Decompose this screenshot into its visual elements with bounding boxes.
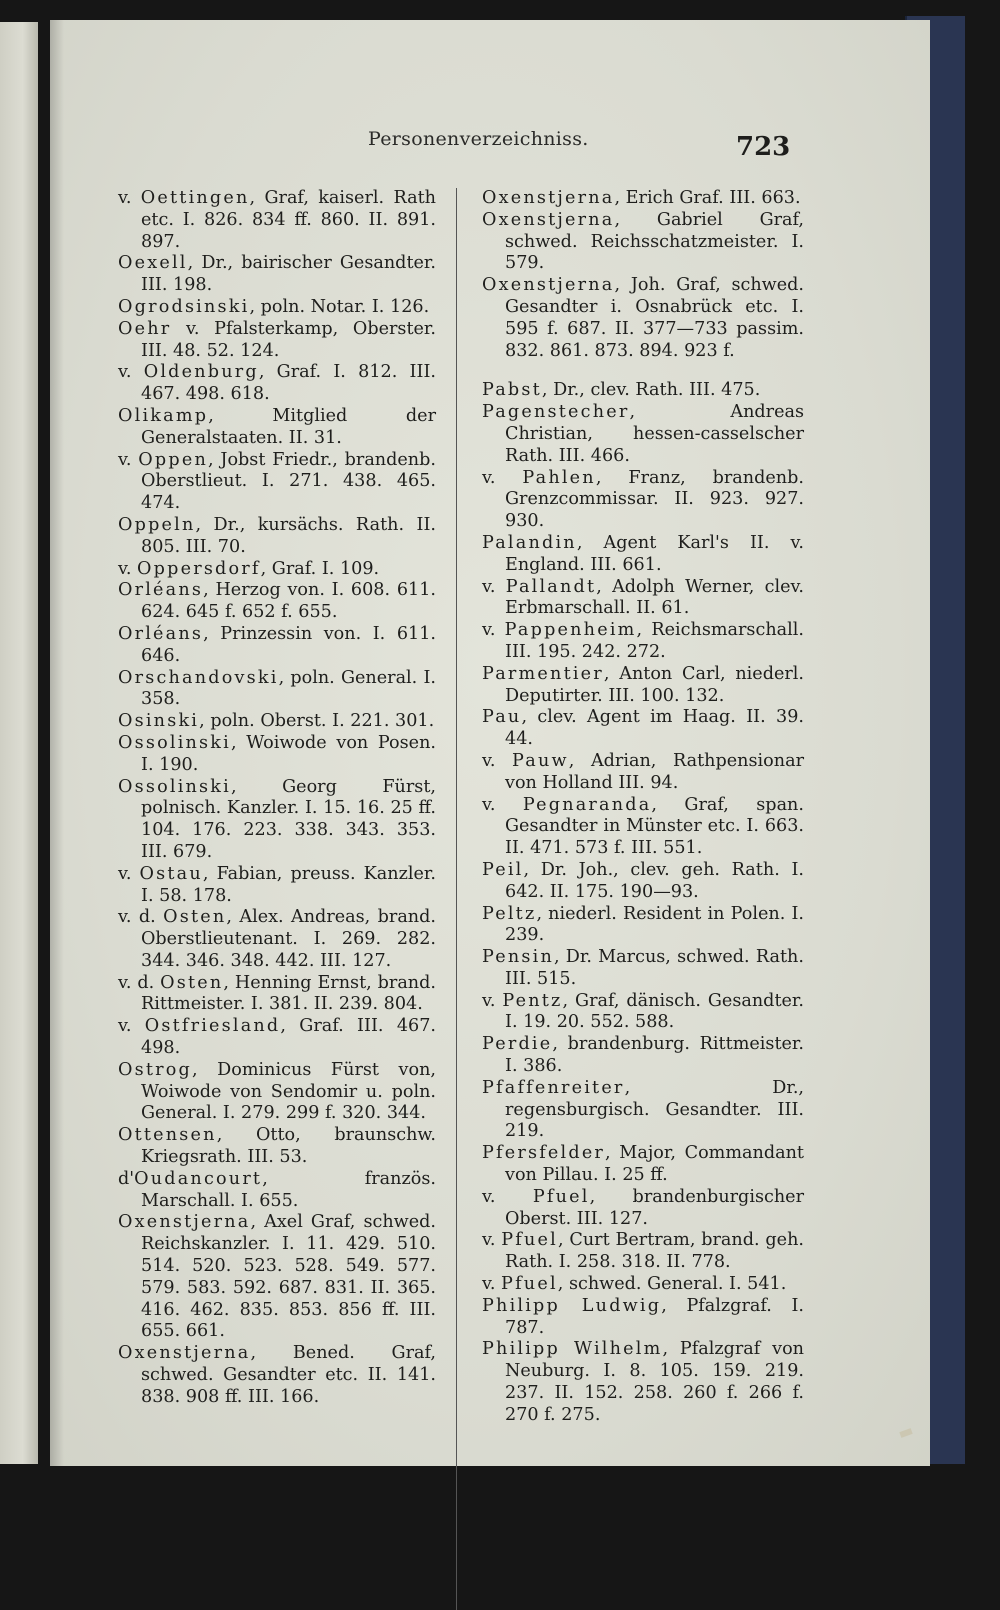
entry-name: Oppen xyxy=(138,449,208,470)
index-entry xyxy=(482,707,804,751)
index-entry xyxy=(482,1078,804,1143)
entry-name: Pfuel xyxy=(501,1230,558,1251)
index-entry xyxy=(482,468,804,533)
index-entry xyxy=(482,947,804,991)
entry-details: , poln. General. I. 358. xyxy=(141,667,436,710)
entry-details: , Herzog von. I. 608. 611. 624. 645 f. 652 f. 655. xyxy=(141,580,436,623)
entry-name: Pauw xyxy=(512,750,569,771)
paper-speck xyxy=(899,1428,912,1438)
entry-details: , Adrian, Rathpensionar von Holland III. 94. xyxy=(505,750,804,793)
entry-details: , Prinzessin von. I. 611. 646. xyxy=(141,623,436,666)
page-number: 723 xyxy=(736,132,791,162)
entry-name: Ostrog xyxy=(118,1059,192,1080)
index-entry xyxy=(482,991,804,1035)
entry-name: Peil xyxy=(482,859,524,880)
entry-prefix: v. xyxy=(482,1274,502,1295)
entry-details: , Graf, kaiserl. Rath etc. I. 826. 834 ff. 860. II. 891. 897. xyxy=(141,188,436,252)
entry-name: Olikamp xyxy=(118,405,209,426)
entry-name: Pfuel xyxy=(532,1186,590,1207)
entry-details: , Graf. I. 109. xyxy=(260,558,380,579)
entry-prefix: v. xyxy=(482,794,523,815)
index-entry xyxy=(482,1296,804,1340)
entry-details: , Gabriel Graf, schwed. Reichsschatzmeister. I. 579. xyxy=(505,209,804,274)
entry-details: , französ. Marschall. I. 655. xyxy=(141,1168,436,1211)
entry-prefix: v. xyxy=(118,558,138,579)
entry-details: , Graf. I. 812. III. 467. 498. 618. xyxy=(141,362,436,405)
entry-prefix: v. xyxy=(118,449,139,470)
entry-details: , Fabian, preuss. Kanzler. I. 58. 178. xyxy=(141,863,436,906)
entry-name: Orléans xyxy=(118,580,204,601)
index-entry xyxy=(118,515,436,559)
entry-details: , niederl. Resident in Polen. I. 239. xyxy=(505,903,804,946)
entry-name: Pagenstecher xyxy=(482,402,630,423)
entry-name: Parmentier xyxy=(482,663,604,684)
entry-prefix: v. xyxy=(482,620,505,641)
entry-name: Pegnaranda xyxy=(522,794,652,815)
entry-prefix: v. xyxy=(118,188,141,208)
entry-details: , Alex. Andreas, brand. Oberstlieutenant. I. 269. 282. 344. 346. 348. 442. III. 127. xyxy=(141,907,436,971)
index-entry xyxy=(482,402,804,467)
entry-details: , Georg Fürst, polnisch. Kanzler. I. 15. 16. 25 ff. 104. 176. 223. 338. 343. 353. III. 679. xyxy=(141,776,436,862)
entry-name: Pfaffenreiter xyxy=(482,1077,625,1098)
entry-prefix: v. xyxy=(482,1230,502,1251)
entry-details: , Franz, brandenb. Grenzcommissar. II. 923. 927. 930. xyxy=(505,467,804,532)
entry-name: Pappenheim xyxy=(504,620,637,641)
entry-name: Ostfriesland xyxy=(144,1016,281,1037)
index-entry xyxy=(118,1060,436,1125)
entry-name: Oettingen xyxy=(140,188,250,208)
index-entry xyxy=(118,973,436,1017)
entry-details: , Agent Karl's II. v. England. III. 661. xyxy=(505,532,804,575)
entry-details: , Reichsmarschall. III. 195. 242. 272. xyxy=(505,620,804,662)
index-entry xyxy=(118,253,436,297)
entry-details: , brandenburg. Rittmeister. I. 386. xyxy=(505,1034,804,1077)
index-entry xyxy=(482,904,804,948)
index-entry xyxy=(118,450,436,515)
entry-details: , poln. Oberst. I. 221. 301. xyxy=(199,711,435,732)
book-page xyxy=(50,20,930,1466)
entry-name: Oppersdorf xyxy=(137,558,261,579)
entry-details: , brandenburgischer Oberst. III. 127. xyxy=(505,1186,804,1229)
index-entry xyxy=(482,275,804,362)
index-entry xyxy=(118,188,436,253)
index-entry xyxy=(482,1034,804,1078)
entry-details: , Major, Commandant von Pillau. I. 25 ff. xyxy=(505,1143,804,1186)
entry-details: , Pfalzgraf. I. 787. xyxy=(505,1295,804,1338)
entry-name: Pensin xyxy=(482,947,554,968)
entry-name: Perdie xyxy=(482,1034,553,1055)
entry-details: , Joh. Graf, schwed. Gesandter i. Osnabrück etc. I. 595 f. 687. II. 377—733 passim. 832. 861. 873. 894. 923 f. xyxy=(505,275,804,361)
index-entry xyxy=(482,860,804,904)
entry-prefix: v. xyxy=(482,467,523,488)
index-entry xyxy=(118,1169,436,1213)
entry-name: Peltz xyxy=(482,903,537,924)
entry-name: Oxenstjerna xyxy=(118,1343,251,1364)
entry-details: , Adolph Werner, clev. Erbmarschall. II. 61. xyxy=(505,576,804,619)
entry-name: Ogrodsinski xyxy=(118,296,250,317)
entry-details: , Dr., kursächs. Rath. II. 805. III. 70. xyxy=(141,514,436,557)
entry-name: Oudancourt xyxy=(134,1168,263,1189)
adjacent-page-edge xyxy=(0,22,38,1464)
entry-prefix: v. d. xyxy=(118,907,164,928)
entry-details: , Graf, span. Gesandter in Münster etc. I. 663. II. 471. 573 f. III. 551. xyxy=(505,794,804,859)
entry-name: Pahlen xyxy=(522,467,596,488)
index-entry xyxy=(118,362,436,406)
entry-name: Orléans xyxy=(118,623,204,644)
entry-details: , Erich Graf. III. 663. xyxy=(614,188,801,208)
index-column-left xyxy=(118,188,436,1409)
entry-details: , clev. Agent im Haag. II. 39. 44. xyxy=(505,707,804,750)
entry-name: Palandin xyxy=(482,532,577,553)
entry-name: Pallandt xyxy=(505,576,597,597)
entry-details: , Axel Graf, schwed. Reichskanzler. I. 11. 429. 510. 514. 520. 523. 528. 549. 577. 579. 583. 592. 687. 831. II. 365. 416. 462. 835. 853. 856 ff. III. 655. 661. xyxy=(141,1212,436,1342)
index-entry xyxy=(118,297,436,319)
entry-details: , Henning Ernst, brand. Rittmeister. I. 381. II. 239. 804. xyxy=(141,972,436,1015)
entry-name: Oxenstjerna xyxy=(482,188,615,208)
entry-name: Oxenstjerna xyxy=(482,275,615,296)
entry-details: , Otto, braunschw. Kriegsrath. III. 53. xyxy=(141,1125,436,1168)
entry-name: Pfersfelder xyxy=(482,1143,606,1164)
entry-details: , Mitglied der Generalstaaten. II. 31. xyxy=(141,405,436,448)
entry-name: Oppeln xyxy=(118,514,196,535)
entry-details: , Anton Carl, niederl. Deputirter. III. 100. 132. xyxy=(505,663,804,706)
entry-details: , Woiwode von Posen. I. 190. xyxy=(141,732,436,775)
entry-prefix: v. xyxy=(118,863,140,884)
entry-name: Ostau xyxy=(139,863,203,884)
entry-name: Ottensen xyxy=(118,1125,217,1146)
index-entry xyxy=(118,1343,436,1408)
entry-name: Oxenstjerna xyxy=(118,1212,251,1233)
entry-details: , schwed. General. I. 541. xyxy=(557,1274,787,1295)
entry-name: Ossolinski xyxy=(118,776,231,797)
index-entry xyxy=(118,668,436,712)
running-head: Personenverzeichniss. xyxy=(368,128,589,150)
entry-details: , Dr., clev. Rath. III. 475. xyxy=(541,380,761,401)
entry-name: Pfuel xyxy=(501,1274,558,1295)
gutter-shadow xyxy=(50,20,64,1466)
entry-name: Oxenstjerna xyxy=(482,209,615,230)
entry-details: , Graf. III. 467. 498. xyxy=(141,1016,436,1059)
entry-details: , Andreas Christian, hessen-casselscher Rath. III. 466. xyxy=(505,402,804,466)
entry-name: Pau xyxy=(482,707,522,728)
entry-details: , Dominicus Fürst von, Woiwode von Sendomir u. poln. General. I. 279. 299 f. 320. 344. xyxy=(141,1059,436,1124)
entry-name: Osinski xyxy=(118,711,200,732)
index-entry xyxy=(118,777,436,864)
entry-name: Pabst xyxy=(482,380,542,401)
index-entry xyxy=(118,319,436,363)
entry-details: , Bened. Graf, schwed. Gesandter etc. II. 141. 838. 908 ff. III. 166. xyxy=(141,1343,436,1407)
index-entry xyxy=(118,711,436,733)
index-entry xyxy=(118,624,436,668)
column-divider xyxy=(456,188,457,1610)
index-entry xyxy=(118,733,436,777)
index-entry xyxy=(118,406,436,450)
index-entry xyxy=(482,795,804,860)
entry-prefix: v. xyxy=(482,576,506,597)
entry-details: v. Pfalsterkamp, Oberster. III. 48. 52. 124. xyxy=(141,318,436,361)
entry-details: , poln. Notar. I. 126. xyxy=(249,296,430,317)
entry-name: Osten xyxy=(163,907,227,928)
entry-prefix: v. xyxy=(482,750,513,771)
index-entry xyxy=(482,210,804,275)
index-entry xyxy=(482,664,804,708)
index-entry xyxy=(482,577,804,621)
entry-details: , Graf, dänisch. Gesandter. I. 19. 20. 552. 588. xyxy=(505,990,804,1033)
entry-prefix: v. xyxy=(118,362,144,383)
index-entry xyxy=(482,1143,804,1187)
entry-prefix: d' xyxy=(118,1168,135,1189)
index-entry xyxy=(482,1230,804,1274)
entry-details: , Jobst Friedr., brandenb. Oberstlieut. I. 271. 438. 465. 474. xyxy=(141,449,436,514)
index-entry xyxy=(482,533,804,577)
entry-details: , Pfalzgraf von Neuburg. I. 8. 105. 159. 219. 237. II. 152. 258. 260 f. 266 f. 270 f. 275. xyxy=(505,1339,804,1425)
index-entry xyxy=(482,1339,804,1426)
index-entry xyxy=(482,380,804,402)
entry-prefix: v. xyxy=(482,1186,533,1207)
index-entry xyxy=(482,188,804,210)
entry-name: Oehr xyxy=(118,318,172,339)
entry-details: , Dr., bairischer Gesandter. III. 198. xyxy=(141,253,436,296)
entry-prefix: v. d. xyxy=(118,972,161,993)
entry-details: , Dr., regensburgisch. Gesandter. III. 219. xyxy=(505,1077,804,1142)
entry-details: , Dr. Joh., clev. geh. Rath. I. 642. II. 175. 190—93. xyxy=(505,859,804,902)
entry-details: , Curt Bertram, brand. geh. Rath. I. 258. 318. II. 778. xyxy=(505,1230,804,1273)
index-entry xyxy=(482,620,804,664)
index-entry xyxy=(118,1125,436,1169)
entry-name: Pentz xyxy=(502,990,563,1011)
entry-name: Philipp Ludwig xyxy=(482,1295,662,1316)
index-entry xyxy=(482,751,804,795)
index-entry xyxy=(482,1187,804,1231)
index-entry xyxy=(482,1274,804,1296)
entry-name: Orschandovski xyxy=(118,667,279,688)
entry-name: Philipp Wilhelm xyxy=(482,1339,663,1360)
entry-name: Ossolinski xyxy=(118,732,231,753)
entry-name: Oldenburg xyxy=(143,362,259,383)
entry-details: , Dr. Marcus, schwed. Rath. III. 515. xyxy=(505,947,804,989)
entry-name: Oexell xyxy=(118,253,188,274)
index-entry xyxy=(118,1212,436,1343)
index-entry xyxy=(118,559,436,581)
index-entry xyxy=(118,864,436,908)
index-entry xyxy=(118,580,436,624)
entry-name: Osten xyxy=(160,972,224,993)
entry-prefix: v. xyxy=(482,990,503,1011)
entry-prefix: v. xyxy=(118,1016,145,1037)
index-entry xyxy=(118,907,436,972)
index-column-right xyxy=(482,188,804,1427)
index-entry xyxy=(118,1016,436,1060)
